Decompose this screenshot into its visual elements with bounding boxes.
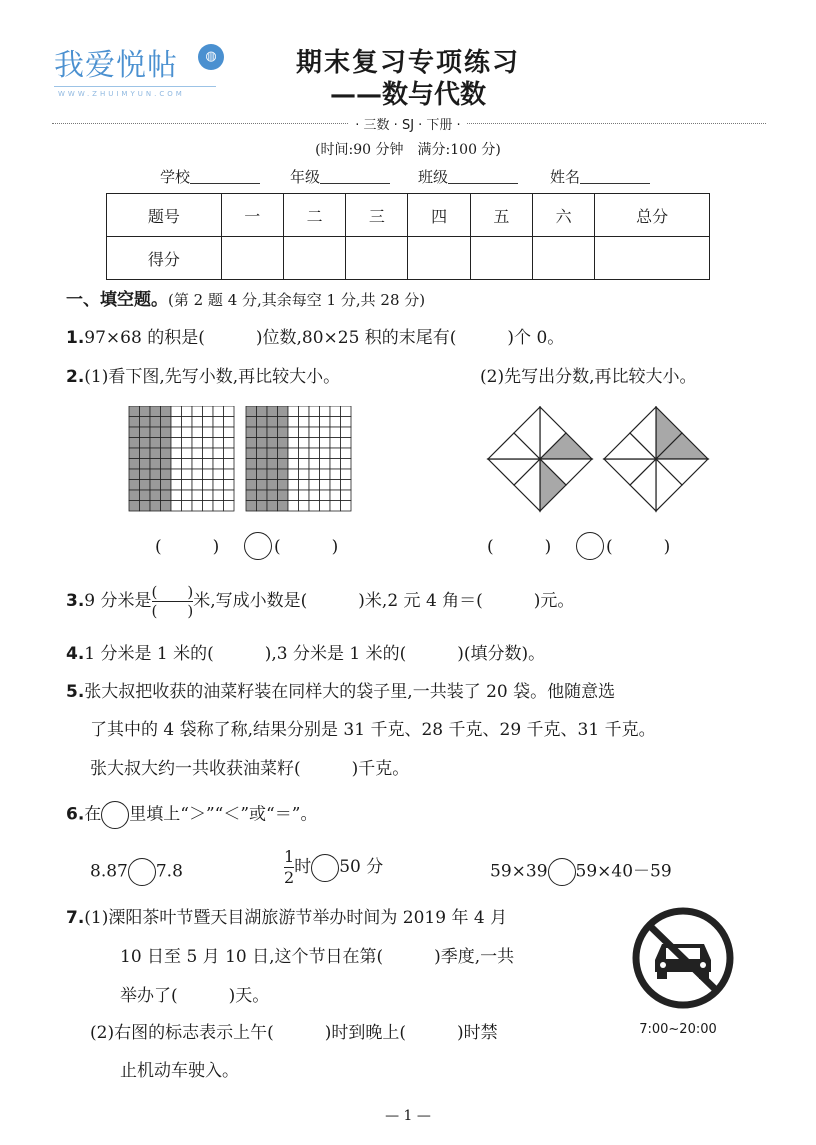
score-header-cell: 六 — [533, 194, 595, 237]
question-5: 5.张大叔把收获的油菜籽装在同样大的袋子里,一共装了 20 袋。他随意选 — [66, 682, 616, 702]
question-2-part1: 2.(1)看下图,先写小数,再比较大小。 — [66, 367, 341, 387]
question-5-line3: 张大叔大约一共收获油菜籽( )千克。 — [90, 759, 410, 779]
score-cell[interactable] — [408, 237, 470, 280]
edition-tag: · 三数 · SJ · 下册 · — [0, 114, 816, 133]
question-5-line2: 了其中的 4 袋称了称,结果分别是 31 千克、28 千克、29 千克、31 千克。 — [90, 720, 656, 740]
compare-circle[interactable] — [311, 854, 339, 882]
score-cell[interactable] — [221, 237, 283, 280]
section-heading: 一、填空题。(第 2 题 4 分,其余每空 1 分,共 28 分) — [66, 290, 426, 310]
name-blank[interactable] — [580, 169, 650, 184]
class-blank[interactable] — [448, 169, 518, 184]
fraction-blank[interactable]: $\frac{( )}{( )}$ — [151, 583, 194, 620]
exam-meta: (时间:90 分钟 满分:100 分) — [315, 142, 501, 158]
sign-time-label: 7:00~20:00 — [639, 1022, 717, 1037]
school-blank[interactable] — [190, 169, 260, 184]
logo-badge-icon: ◍ — [198, 44, 224, 70]
score-header-cell: 题号 — [107, 194, 222, 237]
class-field: 班级 — [418, 166, 518, 187]
question-7: 7.(1)溧阳茶叶节暨天目湖旅游节举办时间为 2019 年 4 月 — [66, 908, 508, 928]
score-row — [107, 237, 710, 280]
page-title: 期末复习专项练习 — [295, 48, 520, 78]
score-header-row — [107, 194, 710, 237]
compare-right-paren[interactable]: ( ) — [274, 537, 339, 557]
score-header-cell: 总分 — [595, 194, 710, 237]
question-1: 1.97×68 的积是( )位数,80×25 积的末尾有( )个 0。 — [66, 328, 565, 348]
question-7-line4: (2)右图的标志表示上午( )时到晚上( )时禁 — [90, 1023, 498, 1043]
question-7-line5: 止机动车驶入。 — [120, 1061, 239, 1081]
compare-circle[interactable] — [548, 858, 576, 886]
compare-item-a: 8.87 7.8 — [90, 858, 183, 886]
page-number: — 1 — — [385, 1108, 431, 1124]
question-2-part2: (2)先写出分数,再比较大小。 — [480, 367, 697, 387]
compare-left-paren[interactable]: ( ) — [487, 537, 552, 557]
score-header-cell: 一 — [221, 194, 283, 237]
page-subtitle: ——数与代数 — [329, 80, 486, 110]
score-cell[interactable] — [533, 237, 595, 280]
score-header-cell: 二 — [283, 194, 345, 237]
compare-item-c: 59×39 59×40－59 — [490, 858, 672, 886]
score-cell[interactable] — [283, 237, 345, 280]
compare-circle[interactable] — [128, 858, 156, 886]
decimal-grids-figure — [128, 406, 358, 514]
grade-field: 年级 — [290, 166, 390, 187]
score-row-label: 得分 — [107, 237, 222, 280]
score-header-cell: 四 — [408, 194, 470, 237]
question-6: 6.在 里填上“＞”“＜”或“＝”。 — [66, 801, 317, 829]
score-header-cell: 五 — [470, 194, 532, 237]
score-cell[interactable] — [470, 237, 532, 280]
compare-circle-icon — [101, 801, 129, 829]
compare-circle[interactable] — [244, 532, 272, 560]
brand-logo: 我爱悦帖 — [54, 48, 178, 83]
school-field: 学校 — [160, 166, 260, 187]
compare-circle[interactable] — [576, 532, 604, 560]
question-4: 4.1 分米是 1 米的( ),3 分米是 1 米的( )(填分数)。 — [66, 644, 546, 664]
no-motor-vehicle-sign-icon — [630, 906, 740, 1018]
score-table — [106, 193, 710, 280]
compare-item-b: $\frac{1}{2}$时 50 分 — [284, 847, 384, 887]
score-header-cell: 三 — [346, 194, 408, 237]
name-field: 姓名 — [550, 166, 650, 187]
question-3: 3.9 分米是$\frac{( )}{( )}$米,写成小数是( )米,2 元 4 角＝( )元。 — [66, 583, 575, 620]
square-fraction-figure — [484, 406, 754, 514]
logo-url: WWW.ZHUIMYUN.COM — [58, 90, 185, 98]
question-7-line2: 10 日至 5 月 10 日,这个节日在第( )季度,一共 — [120, 947, 515, 967]
compare-left-paren[interactable]: ( ) — [155, 537, 220, 557]
question-7-line3: 举办了( )天。 — [120, 986, 270, 1006]
grade-blank[interactable] — [320, 169, 390, 184]
compare-right-paren[interactable]: ( ) — [606, 537, 671, 557]
score-cell[interactable] — [595, 237, 710, 280]
score-cell[interactable] — [346, 237, 408, 280]
